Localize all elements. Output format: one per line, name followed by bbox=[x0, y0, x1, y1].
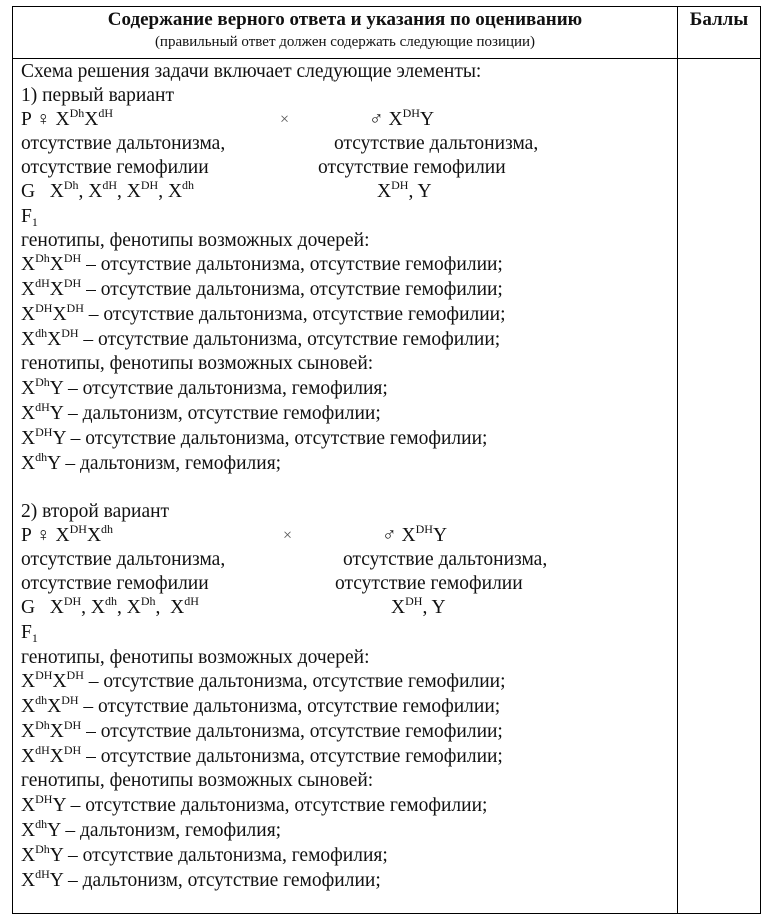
v1-father-phenotype-1: отсутствие дальтонизма, bbox=[334, 133, 539, 154]
v1-title: 1) первый вариант bbox=[21, 85, 174, 106]
v1-mother-phenotype-2: отсутствие гемофилии bbox=[21, 157, 209, 178]
v1-mother-phenotype-1: отсутствие дальтонизма, bbox=[21, 133, 226, 154]
v2-title: 2) второй вариант bbox=[21, 501, 170, 522]
v2-sons-heading: генотипы, фенотипы возможных сыновей: bbox=[21, 770, 374, 791]
v1-son-4: $X^{dh}Y$ – дальтонизм, гемофилия; bbox=[21, 450, 282, 474]
header-divider bbox=[13, 58, 760, 59]
v2-daughter-4: $X^{dH}X^{DH}$ – отсутствие дальтонизма, отсутствие гемофилии; bbox=[21, 743, 503, 767]
v2-p-father: ♂ $X^{DH}Y$ bbox=[382, 522, 448, 546]
v2-p-mother: P ♀ $X^{DH}X^{dh}$ bbox=[21, 522, 114, 546]
v2-daughter-2: $X^{dh}X^{DH}$ – отсутствие дальтонизма, отсутствие гемофилии; bbox=[21, 693, 501, 717]
v2-mother-phenotype-1: отсутствие дальтонизма, bbox=[21, 549, 226, 570]
v2-gametes-father: $X^{DH}$, Y bbox=[391, 594, 446, 618]
v1-gametes-father: $X^{DH}$, Y bbox=[377, 178, 432, 202]
v2-son-2: $X^{dh}Y$ – дальтонизм, гемофилия; bbox=[21, 817, 282, 841]
header-title: Содержание верного ответа и указания по оцениванию bbox=[107, 9, 583, 30]
v1-daughter-1: $X^{Dh}X^{DH}$ – отсутствие дальтонизма, отсутствие гемофилии; bbox=[21, 251, 503, 275]
v1-daughter-3: $X^{DH}X^{DH}$ – отсутствие дальтонизма, отсутствие гемофилии; bbox=[21, 301, 506, 325]
v1-gametes-mother: G $X^{Dh}$, $X^{dH}$, $X^{DH}$, $X^{dh}$ bbox=[21, 178, 195, 202]
v1-father-phenotype-2: отсутствие гемофилии bbox=[318, 157, 506, 178]
v2-daughters-heading: генотипы, фенотипы возможных дочерей: bbox=[21, 647, 370, 668]
v2-father-phenotype-2: отсутствие гемофилии bbox=[335, 573, 523, 594]
v2-son-1: $X^{DH}Y$ – отсутствие дальтонизма, отсутствие гемофилии; bbox=[21, 792, 488, 816]
header-score: Баллы bbox=[689, 9, 749, 30]
answer-table bbox=[12, 6, 761, 914]
v2-son-3: $X^{Dh}Y$ – отсутствие дальтонизма, гемофилия; bbox=[21, 842, 388, 866]
v1-daughter-2: $X^{dH}X^{DH}$ – отсутствие дальтонизма, отсутствие гемофилии; bbox=[21, 276, 503, 300]
v1-p-mother: P ♀ $X^{Dh}X^{dH}$ bbox=[21, 106, 114, 130]
v2-f1-label: $F_1$ bbox=[21, 622, 38, 645]
v1-daughter-4: $X^{dh}X^{DH}$ – отсутствие дальтонизма, отсутствие гемофилии; bbox=[21, 326, 501, 350]
v1-son-2: $X^{dH}Y$ – дальтонизм, отсутствие гемофилии; bbox=[21, 400, 381, 424]
v1-cross: × bbox=[280, 111, 290, 128]
v2-daughter-3: $X^{Dh}X^{DH}$ – отсутствие дальтонизма, отсутствие гемофилии; bbox=[21, 718, 503, 742]
v2-cross: × bbox=[283, 527, 293, 544]
column-divider bbox=[677, 7, 678, 913]
v2-son-4: $X^{dH}Y$ – дальтонизм, отсутствие гемофилии; bbox=[21, 867, 381, 891]
v2-gametes-mother: G $X^{DH}$, $X^{dh}$, $X^{Dh}$, $X^{dH}$ bbox=[21, 594, 199, 618]
v2-father-phenotype-1: отсутствие дальтонизма, bbox=[343, 549, 548, 570]
header-subtitle: (правильный ответ должен содержать следующие позиции) bbox=[154, 34, 536, 50]
v1-p-father: ♂ $X^{DH}Y$ bbox=[369, 106, 435, 130]
v1-sons-heading: генотипы, фенотипы возможных сыновей: bbox=[21, 353, 374, 374]
v1-son-1: $X^{Dh}Y$ – отсутствие дальтонизма, гемофилия; bbox=[21, 375, 388, 399]
v1-son-3: $X^{DH}Y$ – отсутствие дальтонизма, отсутствие гемофилии; bbox=[21, 425, 488, 449]
v2-mother-phenotype-2: отсутствие гемофилии bbox=[21, 573, 209, 594]
v1-f1-label: $F_1$ bbox=[21, 206, 38, 229]
v1-daughters-heading: генотипы, фенотипы возможных дочерей: bbox=[21, 230, 370, 251]
v2-daughter-1: $X^{DH}X^{DH}$ – отсутствие дальтонизма, отсутствие гемофилии; bbox=[21, 668, 506, 692]
intro-text: Схема решения задачи включает следующие элементы: bbox=[21, 61, 482, 82]
